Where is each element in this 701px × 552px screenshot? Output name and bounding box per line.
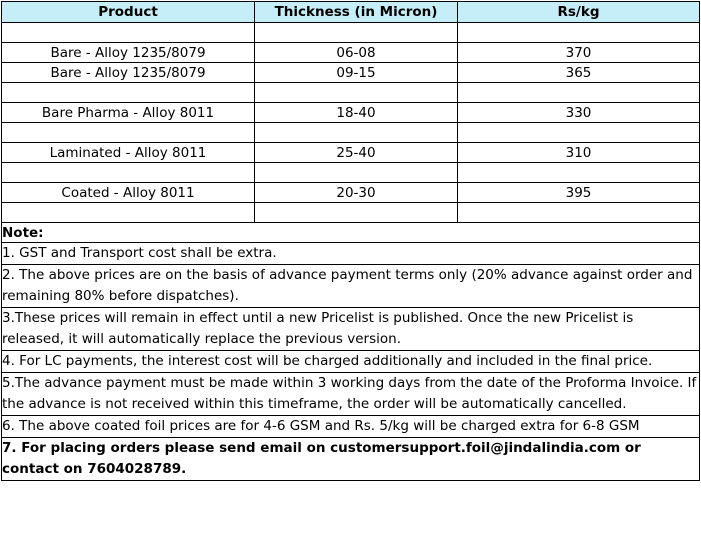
spacer-row [2,163,700,183]
price-cell: 330 [458,103,700,123]
note-row-contact [2,438,700,481]
header-product: Product [2,2,255,23]
thickness-cell: 18-40 [255,103,458,123]
table-row [2,43,700,63]
product-cell: Bare - Alloy 1235/8079 [2,43,255,63]
note-row [2,351,700,373]
note-text: 6. The above coated foil prices are for 4-6 GSM and Rs. 5/kg will be charged extra for 6-8 GSM [2,416,700,438]
notes-title: Note: [2,223,700,243]
note-row [2,265,700,308]
thickness-cell: 25-40 [255,143,458,163]
table-header-row [2,2,700,23]
note-text: 2. The above prices are on the basis of advance payment terms only (20% advance against order and remaining 80% before dispatches). [2,265,700,308]
note-text: 5.The advance payment must be made within 3 working days from the date of the Proforma Invoice. If the advance is not received within this timeframe, the order will be automatically cancelled. [2,373,700,416]
thickness-cell: 06-08 [255,43,458,63]
note-row [2,416,700,438]
table-row [2,143,700,163]
spacer-row [2,123,700,143]
note-row [2,373,700,416]
spacer-row [2,23,700,43]
product-cell: Bare Pharma - Alloy 8011 [2,103,255,123]
product-cell: Laminated - Alloy 8011 [2,143,255,163]
price-cell: 395 [458,183,700,203]
thickness-cell: 09-15 [255,63,458,83]
table-row [2,183,700,203]
product-cell: Bare - Alloy 1235/8079 [2,63,255,83]
thickness-cell: 20-30 [255,183,458,203]
price-cell: 365 [458,63,700,83]
note-row [2,308,700,351]
spacer-row [2,203,700,223]
header-thickness: Thickness (in Micron) [255,2,458,23]
price-cell: 310 [458,143,700,163]
contact-note-text: 7. For placing orders please send email on customersupport.foil@jindalindia.com or contact on 7604028789. [2,438,700,481]
table-row [2,103,700,123]
note-row [2,243,700,265]
note-text: 4. For LC payments, the interest cost will be charged additionally and included in the final price. [2,351,700,373]
spacer-row [2,83,700,103]
product-cell: Coated - Alloy 8011 [2,183,255,203]
note-text: 1. GST and Transport cost shall be extra. [2,243,700,265]
table-row [2,63,700,83]
price-cell: 370 [458,43,700,63]
header-price: Rs/kg [458,2,700,23]
notes-title-row [2,223,700,243]
price-list-sheet [1,1,699,481]
price-table [1,1,700,481]
note-text: 3.These prices will remain in effect until a new Pricelist is published. Once the new Pricelist is released, it will automatically replace the previous version. [2,308,700,351]
